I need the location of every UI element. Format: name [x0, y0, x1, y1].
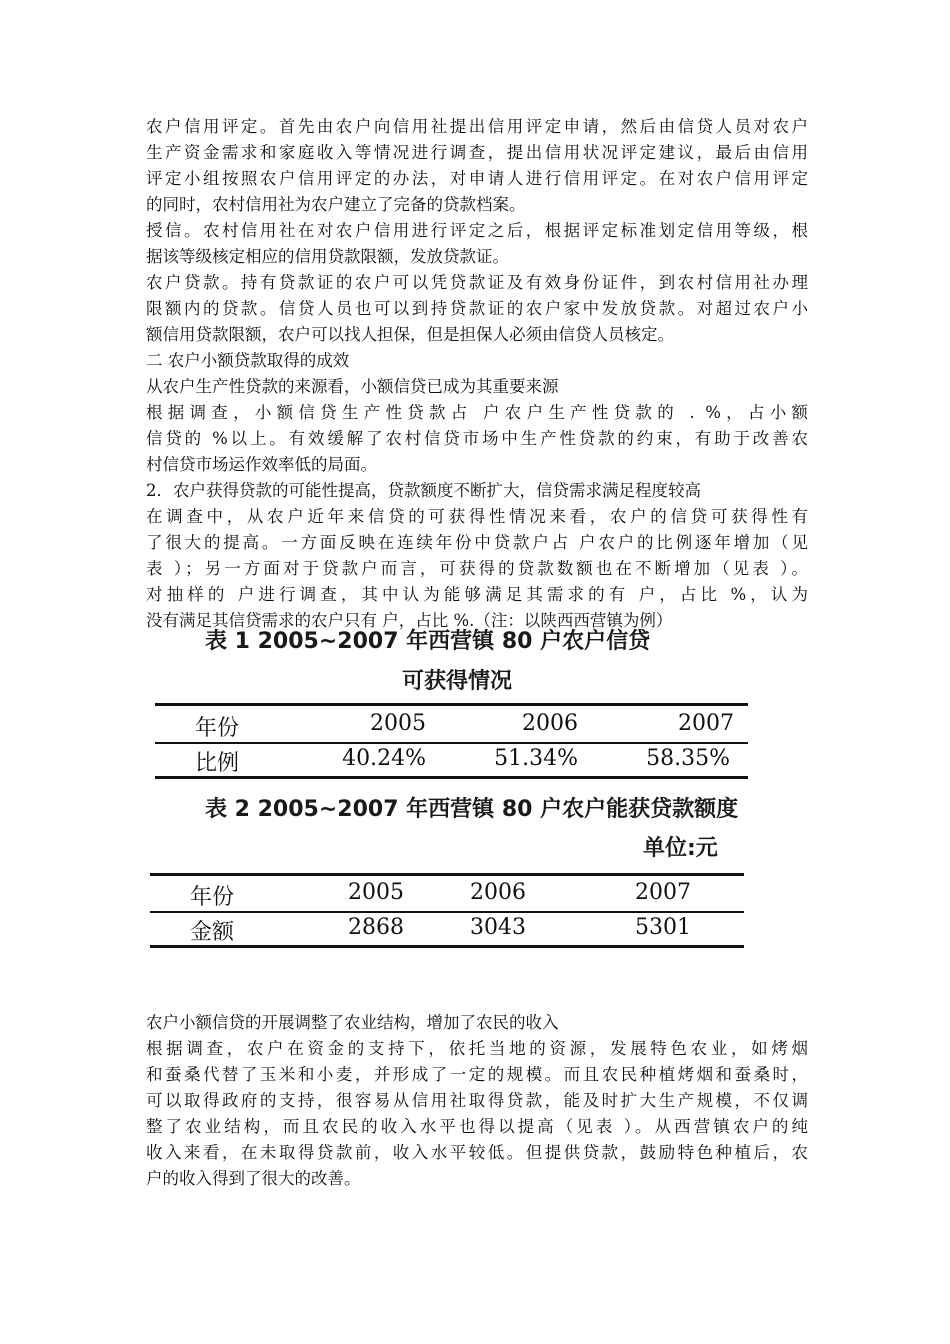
text-line: 授信。农村信用社在对农户信用进行评定之后，根据评定标准划定信用等级，根 — [146, 221, 808, 240]
text-line: 没有满足其信贷需求的农户只有 户，占比 %.（注：以陕西西营镇为例） — [146, 611, 673, 630]
text-line: 从农户生产性贷款的来源看，小额信贷已成为其重要来源 — [146, 377, 559, 396]
text-line: 额信用贷款限额，农户可以找人担保，但是担保人必须由信贷人员核定。 — [146, 325, 674, 344]
table-1 — [155, 703, 748, 779]
table-cell: 40.24% — [342, 746, 426, 771]
table-top-rule — [150, 873, 744, 876]
table-2-title: 表 2 2005~2007 年西营镇 80 户农户能获贷款额度 — [205, 797, 739, 822]
text-line: 在调查中，从农户近年来信贷的可获得性情况来看，农户的信贷可获得性有 — [146, 507, 808, 526]
text-line: 农户信用评定。首先由农户向信用社提出信用评定申请，然后由信贷人员对农户 — [146, 117, 808, 136]
table-mid-rule — [155, 742, 748, 744]
table-cell: 2868 — [348, 915, 404, 940]
table-2-unit: 单位:元 — [643, 836, 718, 861]
table-header-cell: 2006 — [470, 880, 526, 905]
table-1-subtitle: 可获得情况 — [402, 669, 513, 694]
subsection-heading: 2．农户获得贷款的可能性提高，贷款额度不断扩大，信贷需求满足程度较高 — [146, 481, 701, 500]
text-line: 和蚕桑代替了玉米和小麦，并形成了一定的规模。而且农民种植烤烟和蚕桑时， — [146, 1065, 808, 1084]
subsection-heading: 农户小额信贷的开展调整了农业结构，增加了农民的收入 — [146, 1013, 559, 1032]
table-cell: 5301 — [635, 915, 691, 940]
table-bottom-rule — [155, 776, 748, 779]
text-line: 可以取得政府的支持，很容易从信用社取得贷款，能及时扩大生产规模，不仅调 — [146, 1091, 808, 1110]
table-2 — [150, 873, 744, 949]
text-line: 农户贷款。持有贷款证的农户可以凭贷款证及有效身份证件，到农村信用社办理 — [146, 273, 808, 292]
text-line: 了很大的提高。一方面反映在连续年份中贷款户占 户农户的比例逐年增加（见 — [146, 533, 808, 552]
text-line: 根据调查，农户在资金的支持下，依托当地的资源，发展特色农业，如烤烟 — [146, 1039, 808, 1058]
table-cell: 58.35% — [646, 746, 730, 771]
table-1-title: 表 1 2005~2007 年西营镇 80 户农户信贷 — [205, 629, 651, 654]
text-line: 据该等级核定相应的信用贷款限额，发放贷款证。 — [146, 247, 509, 266]
table-cell: 比例 — [195, 751, 240, 776]
table-header-cell: 2006 — [522, 711, 578, 736]
table-mid-rule — [150, 911, 744, 913]
table-bottom-rule — [150, 945, 744, 948]
text-line: 表 ）；另一方面对于贷款户而言，可获得的贷款数额也在不断增加（见表 ）。 — [146, 559, 808, 578]
text-line: 的同时，农村信用社为农户建立了完备的贷款档案。 — [146, 195, 526, 214]
table-header-cell: 2005 — [348, 880, 404, 905]
text-line: 信贷的 %以上。有效缓解了农村信贷市场中生产性贷款的约束，有助于改善农 — [146, 429, 808, 448]
text-line: 对抽样的 户进行调查，其中认为能够满足其需求的有 户，占比 %，认为 — [146, 585, 808, 604]
table-header-cell: 年份 — [190, 885, 235, 910]
text-line: 限额内的贷款。信贷人员也可以到持贷款证的农户家中发放贷款。对超过农户小 — [146, 299, 808, 318]
text-line: 评定小组按照农户信用评定的办法，对申请人进行信用评定。在对农户信用评定 — [146, 169, 808, 188]
table-header-cell: 2007 — [635, 880, 691, 905]
section-heading: 二 农户小额贷款取得的成效 — [146, 351, 350, 370]
table-cell: 51.34% — [494, 746, 578, 771]
text-line: 生产资金需求和家庭收入等情况进行调查，提出信用状况评定建议，最后由信用 — [146, 143, 808, 162]
text-line: 收入来看，在未取得贷款前，收入水平较低。但提供贷款，鼓励特色种植后，农 — [146, 1143, 808, 1162]
table-header-cell: 年份 — [195, 716, 240, 741]
text-line: 村信贷市场运作效率低的局面。 — [146, 455, 377, 474]
table-header-cell: 2007 — [678, 711, 734, 736]
table-cell: 金额 — [190, 920, 235, 945]
text-line: 根据调查，小额信贷生产性贷款占 户农户生产性贷款的 . %，占小额 — [146, 403, 808, 422]
text-line: 户的收入得到了很大的改善。 — [146, 1169, 361, 1188]
table-cell: 3043 — [470, 915, 526, 940]
text-line: 整了农业结构，而且农民的收入水平也得以提高（见表 ）。从西营镇农户的纯 — [146, 1117, 808, 1136]
table-header-cell: 2005 — [370, 711, 426, 736]
table-top-rule — [155, 703, 748, 706]
